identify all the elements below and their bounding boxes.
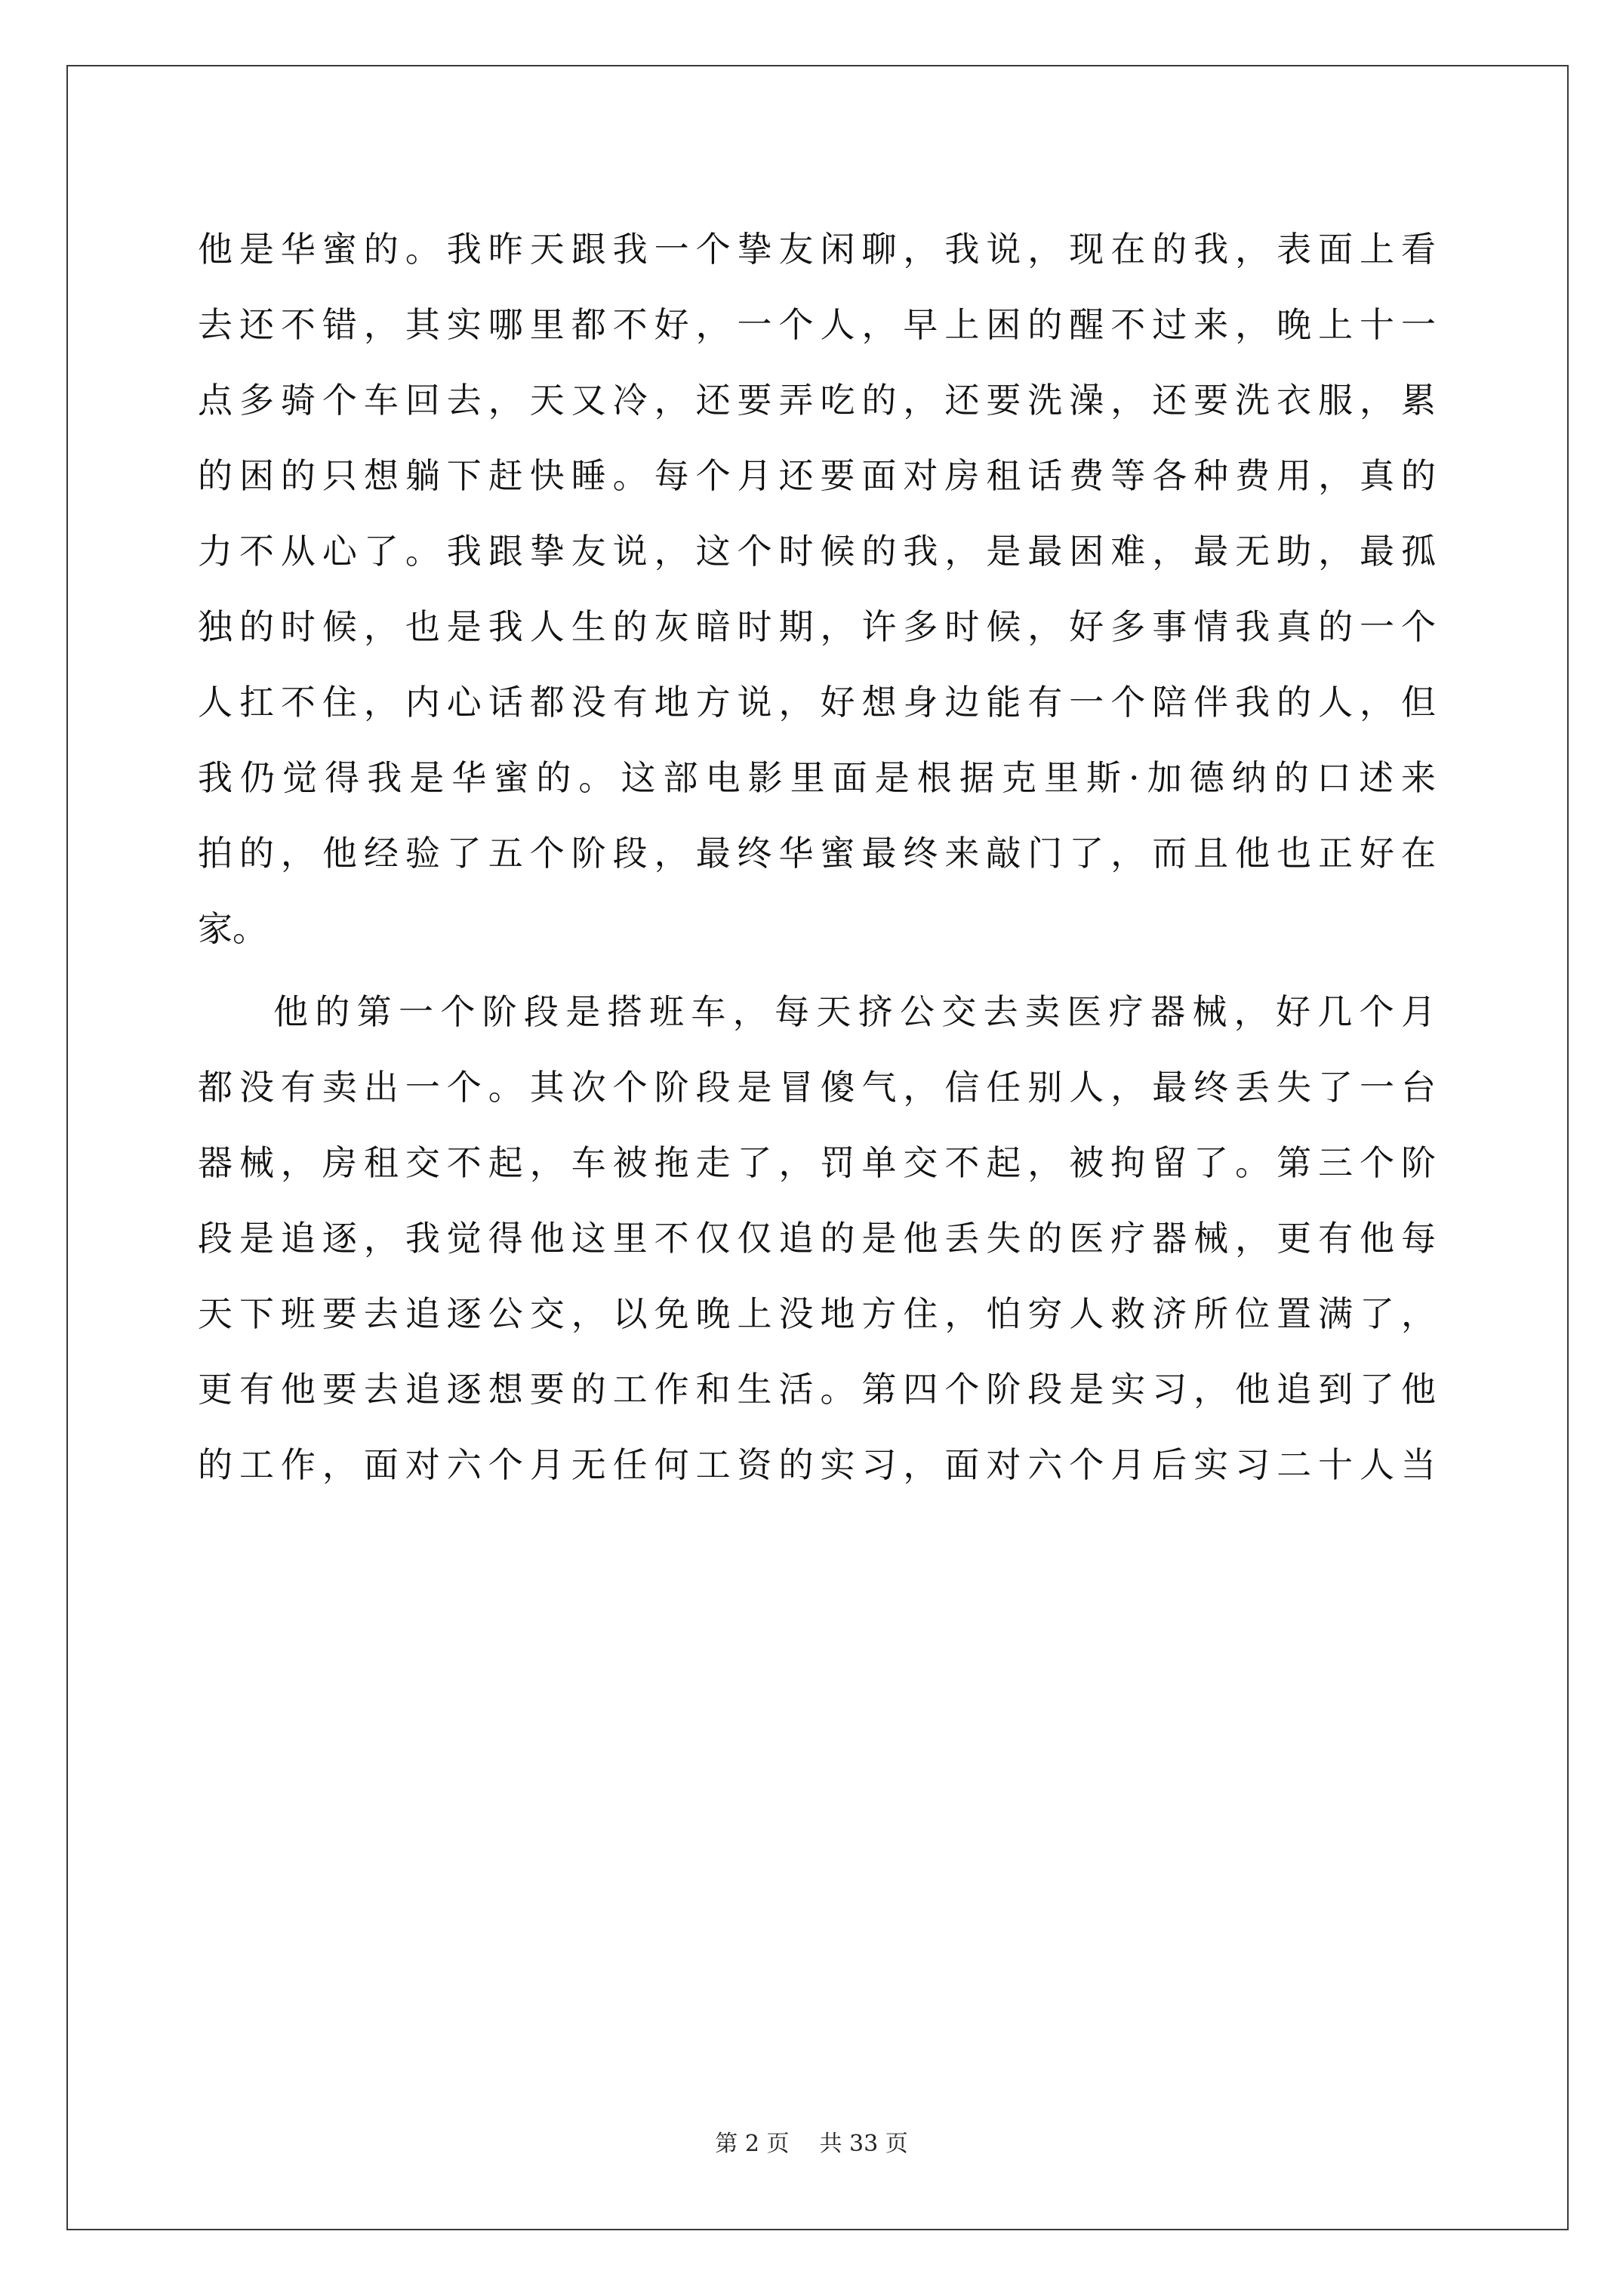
paragraph-1-line-3: 点多骑个车回去，天又冷，还要弄吃的，还要洗澡，还要洗衣服，累 (198, 380, 1436, 421)
paragraph-2-line-2: 都没有卖出一个。其次个阶段是冒傻气，信任别人，最终丢失了一台 (198, 1067, 1436, 1108)
paragraph-1-line-5: 力不从心了。我跟挚友说，这个时候的我，是最困难，最无助，最孤 (198, 531, 1436, 572)
paragraph-2-line-7: 的工作，面对六个月无任何工资的实习，面对六个月后实习二十人当 (198, 1444, 1436, 1485)
paragraph-2-line-1: 他的第一个阶段是搭班车，每天挤公交去卖医疗器械，好几个月 (273, 991, 1436, 1032)
total-pages: 共 33 页 (819, 2131, 908, 2157)
paragraph-1-line-1: 他是华蜜的。我昨天跟我一个挚友闲聊，我说，现在的我，表面上看 (198, 229, 1436, 270)
page-number: 第 2 页 (715, 2131, 790, 2157)
paragraph-1-line-8: 我仍觉得我是华蜜的。这部电影里面是根据克里斯·加德纳的口述来 (198, 757, 1436, 798)
paragraph-1-line-7: 人扛不住，内心话都没有地方说，好想身边能有一个陪伴我的人，但 (198, 682, 1436, 723)
paragraph-2-line-4: 段是追逐，我觉得他这里不仅仅追的是他丢失的医疗器械，更有他每 (198, 1218, 1436, 1259)
paragraph-2-line-5: 天下班要去追逐公交，以免晚上没地方住，怕穷人救济所位置满了， (198, 1293, 1436, 1334)
paragraph-2-line-6: 更有他要去追逐想要的工作和生活。第四个阶段是实习，他追到了他 (198, 1369, 1436, 1410)
page-footer (0, 2129, 1623, 2159)
paragraph-1-line-4: 的困的只想躺下赶快睡。每个月还要面对房租话费等各种费用，真的 (198, 455, 1436, 496)
paragraph-1-line-9: 拍的，他经验了五个阶段，最终华蜜最终来敲门了，而且他也正好在 (198, 833, 1436, 874)
paragraph-1-line-2: 去还不错，其实哪里都不好，一个人，早上困的醒不过来，晚上十一 (198, 304, 1436, 345)
paragraph-2-line-3: 器械，房租交不起，车被拖走了，罚单交不起，被拘留了。第三个阶 (198, 1142, 1436, 1183)
paragraph-1-line-6: 独的时候，也是我人生的灰暗时期，许多时候，好多事情我真的一个 (198, 606, 1436, 647)
paragraph-1-line-10: 家。 (198, 908, 267, 949)
